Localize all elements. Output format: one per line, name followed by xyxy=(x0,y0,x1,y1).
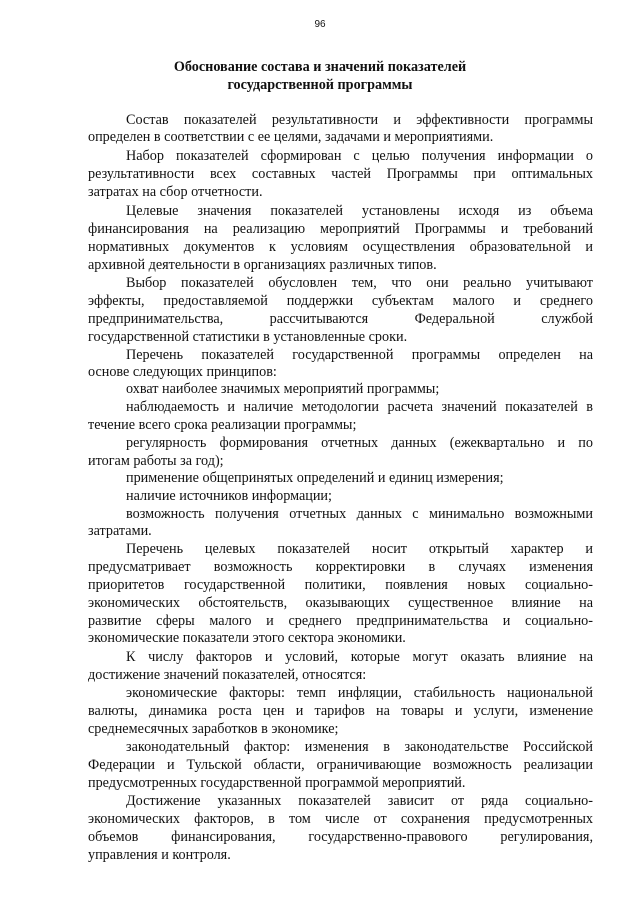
text-line: экономических факторов, в том числе от сохранения предусмотренных xyxy=(88,811,593,827)
text-line: итогам работы за год); xyxy=(88,453,224,469)
page-number: 96 xyxy=(314,19,326,30)
text-line: экономические показатели этого сектора экономики. xyxy=(88,630,406,646)
text-line: Целевые значения показателей установлены исходя из объема xyxy=(126,203,593,219)
text-line: Выбор показателей обусловлен тем, что они реально учитывают xyxy=(126,275,593,291)
text-line: К числу факторов и условий, которые могут оказать влияние на xyxy=(126,649,593,665)
text-line: Достижение указанных показателей зависит от ряда социально- xyxy=(126,793,593,809)
text-line: архивной деятельности в организациях различных типов. xyxy=(88,257,437,273)
text-line: определен в соответствии с ее целями, задачами и мероприятиями. xyxy=(88,129,494,145)
text-line: Состав показателей результативности и эффективности программы xyxy=(126,112,593,128)
text-line: Перечень показателей государственной программы определен на xyxy=(126,347,593,363)
text-line: наблюдаемость и наличие методологии расчета значений показателей в xyxy=(126,399,593,415)
text-line: среднемесячных заработков в экономике; xyxy=(88,721,339,737)
text-line: предусматривает возможность корректировки в случаях изменения xyxy=(88,559,593,575)
text-line: валюты, динамика роста цен и тарифов на товары и услуги, изменение xyxy=(88,703,593,719)
text-line: объемов финансирования, государственно-правового регулирования, xyxy=(88,829,593,845)
text-line: применение общепринятых определений и единиц измерения; xyxy=(126,470,504,486)
text-line: регулярность формирования отчетных данных (ежеквартально и по xyxy=(126,435,593,451)
text-line: Федерации и Тульской области, ограничивающие возможность реализации xyxy=(88,757,593,773)
title-line: государственной программы xyxy=(227,77,413,93)
text-line: эффекты, предоставляемой поддержки субъектам малого и среднего xyxy=(88,293,593,309)
text-line: возможность получения отчетных данных с минимально возможными xyxy=(126,506,593,522)
text-line: законодательный фактор: изменения в законодательстве Российской xyxy=(126,739,593,755)
text-line: течение всего срока реализации программы; xyxy=(88,417,357,433)
text-line: предусмотренных государственной программой мероприятий. xyxy=(88,775,466,791)
text-line: Перечень целевых показателей носит открытый характер и xyxy=(126,541,593,557)
text-line: государственной статистики в установленные сроки. xyxy=(88,329,408,345)
text-line: экономические факторы: темп инфляции, стабильность национальной xyxy=(126,685,593,701)
text-line: наличие источников информации; xyxy=(126,488,332,504)
text-line: достижение значений показателей, относятся: xyxy=(88,667,367,683)
text-line: экономических обстоятельств, оказывающих существенное влияние на xyxy=(88,595,593,611)
text-line: охват наиболее значимых мероприятий программы; xyxy=(126,381,440,397)
text-line: затратах на сбор отчетности. xyxy=(88,184,263,200)
text-line: развитие сферы малого и среднего предпринимательства и социально- xyxy=(88,613,593,629)
text-line: основе следующих принципов: xyxy=(88,364,277,380)
text-line: результативности всех составных частей Программы при оптимальных xyxy=(88,166,593,182)
text-line: Набор показателей сформирован с целью получения информации о xyxy=(126,148,593,164)
text-line: управления и контроля. xyxy=(88,847,231,863)
title-line: Обоснование состава и значений показателей xyxy=(173,59,467,75)
text-line: финансирования на реализацию мероприятий Программы и требований xyxy=(88,221,593,237)
text-line: нормативных документов к условиям осуществления образовательной и xyxy=(88,239,593,255)
text-line: затратами. xyxy=(88,523,152,539)
text-line: предпринимательства, рассчитываются Федеральной службой xyxy=(88,311,593,327)
text-line: приоритетов государственной политики, появления новых социально- xyxy=(88,577,593,593)
